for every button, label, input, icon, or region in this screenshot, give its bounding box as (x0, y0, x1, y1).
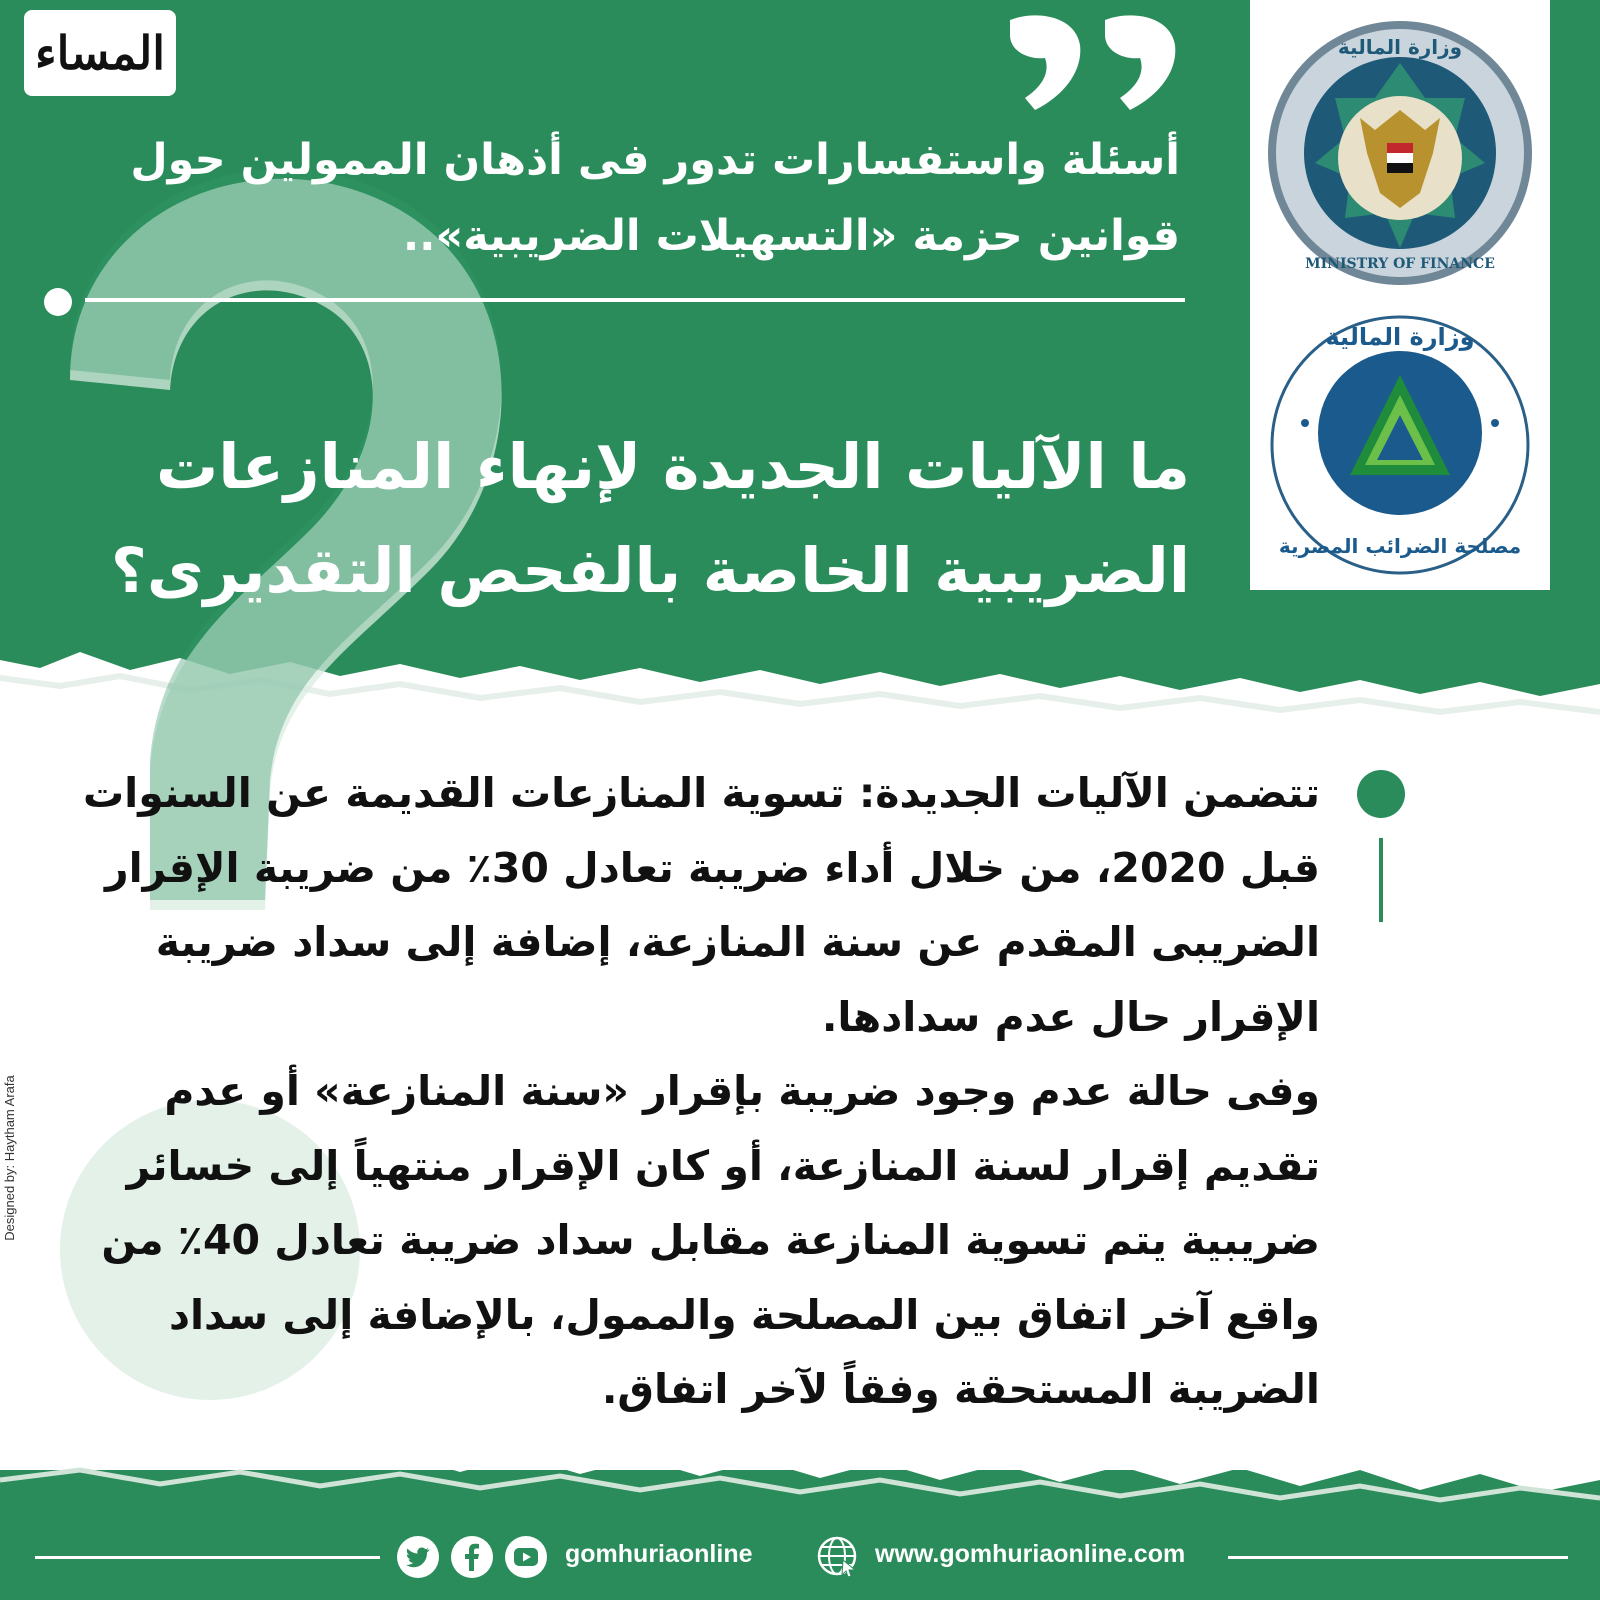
article-body (80, 756, 1320, 1427)
divider-line (85, 298, 1185, 302)
headline-line-1: ما الآليات الجديدة لإنهاء المنازعات (156, 430, 1190, 503)
paragraph-2: وفى حالة عدم وجود ضريبة بإقرار «سنة المنازعة» أو عدم تقديم إقرار لسنة المنازعة، أو كان الإقرار منتهياً إلى خسائر ضريبية يتم تسوية المنازعة مقابل سداد ضريبة تعادل 40٪ من واقع آخر اتفاق بين المصلحة والممول، بالإضافة إلى سداد الضريبة المستحقة وفقاً لآخر اتفاق. (101, 1067, 1320, 1413)
twitter-icon[interactable] (397, 1536, 439, 1578)
ministry-seal-english: MINISTRY OF FINANCE (1305, 256, 1495, 272)
subtitle-line-2: قوانين حزمة «التسهيلات الضريبية».. (402, 211, 1180, 261)
ministry-of-finance-seal (1265, 18, 1535, 288)
ministry-seal-arabic: وزارة المالية (1337, 35, 1463, 59)
website-link[interactable]: www.gomhuriaonline.com (875, 1540, 1186, 1568)
tax-seal-ministry-text: وزارة المالية (1325, 323, 1475, 351)
subtitle-line-1: أسئلة واستفسارات تدور فى أذهان الممولين حول (130, 135, 1180, 185)
designer-credit: Designed by: Haytham Arafa (2, 1075, 17, 1241)
tax-authority-seal (1265, 305, 1535, 585)
globe-icon (815, 1534, 859, 1578)
paragraph-1: تتضمن الآليات الجديدة: تسوية المنازعات القديمة عن السنوات قبل 2020، من خلال أداء ضريبة تعادل 30٪ من ضريبة الإقرار الضريبى المقدم عن سنة المنازعة، إضافة إلى سداد ضريبة الإقرار حال عدم سدادها. (82, 769, 1320, 1041)
bullet-line (1379, 838, 1383, 922)
headline-line-2: الضريبية الخاصة بالفحص التقديرى؟ (110, 534, 1190, 607)
tax-seal-authority-text: مصلحة الضرائب المصرية (1278, 534, 1522, 558)
social-handle[interactable]: gomhuriaonline (565, 1540, 753, 1568)
footer (0, 1520, 1600, 1590)
headline (90, 415, 1190, 623)
bullet-dot (1357, 770, 1405, 818)
facebook-icon[interactable] (451, 1536, 493, 1578)
quote-marks-icon (995, 10, 1195, 120)
footer-line-left (35, 1556, 380, 1559)
youtube-icon[interactable] (505, 1536, 547, 1578)
newspaper-logo: المساء (24, 10, 176, 96)
torn-paper-edge-bottom (0, 1440, 1600, 1510)
divider-dot (44, 288, 72, 316)
footer-line-right (1228, 1556, 1568, 1559)
subtitle (90, 122, 1180, 274)
